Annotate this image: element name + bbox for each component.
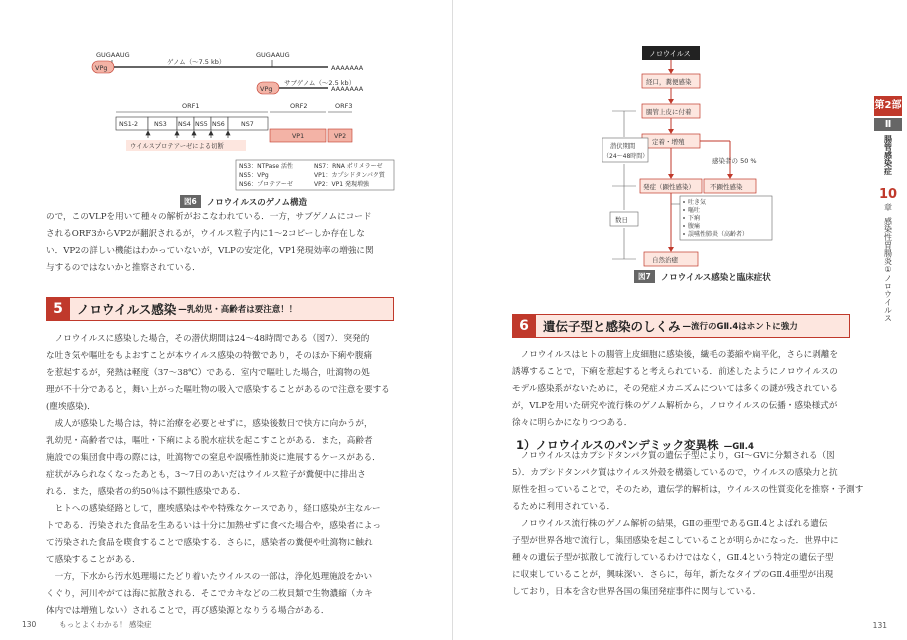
text-line: 与するのではないかと推察されている．: [46, 263, 201, 273]
section-5-title: ノロウイルス感染: [77, 302, 177, 317]
paragraph: [46, 501, 416, 569]
legend-item: NS3：NTPase 活性: [239, 163, 294, 170]
ns-box-label: NS6: [212, 121, 225, 128]
book-title: もっとよくわかる！ 感染症: [59, 620, 152, 629]
text-line: 成人が感染した場合は，特に治療を必要とせずに，感染後数日で快方に向かうが，: [54, 419, 373, 429]
text-line: 種々の遺伝子型が拡散して流行しているわけではなく，GⅡ.4という特定の遺伝子型: [512, 553, 834, 563]
legend-item: NS6：プロテアーゼ: [239, 181, 293, 188]
ns-box-label: NS7: [241, 121, 254, 128]
incubation-hours: （24〜48時間）: [603, 153, 649, 160]
symptom-item: 下痢: [688, 215, 701, 222]
infection-flowchart: [602, 42, 812, 268]
symptom-item: 腹痛: [688, 223, 701, 230]
genome-label: ゲノム（〜7.5 kb）: [167, 58, 226, 66]
text-line: 徐々に明らかになりつつある．: [512, 418, 633, 428]
orf3-label: ORF3: [335, 102, 353, 110]
chapter-side-tab: [874, 96, 902, 347]
section-6-title: 遺伝子型と感染のしくみ: [543, 319, 681, 334]
page-number: 130: [22, 620, 37, 629]
text-line: ので，このVLPを用いて種々の解析がおこなわれている．一方，サブゲノムにコード: [46, 212, 372, 222]
paragraph: [46, 416, 416, 501]
text-line: 5）．カプシドタンパク質はウイルス外殻を構築しているので，ウイルスの感染力と抗: [512, 468, 838, 478]
legend-item: VP1：カプシドタンパク質: [314, 172, 385, 179]
poly-a-2: AAAAAAA: [331, 85, 364, 93]
part-roman: Ⅱ: [874, 118, 902, 131]
ns-box-label: NS4: [178, 121, 191, 128]
vp1-label: VP1: [292, 133, 305, 140]
vp2-label: VP2: [334, 133, 347, 140]
genome-diagram: [82, 40, 412, 200]
ns-box-label: NS3: [154, 121, 167, 128]
text-line: 原性を担っていることで，そのため，遺伝学的解析は，ウイルスの性質変化を推察・予測す: [512, 485, 864, 495]
subsection-title: 1）ノロウイルスのパンデミック変異株: [516, 438, 719, 452]
text-line: い．VP2の詳しい機能はわかっていないが，VLPの安定化，VP1発現効率の増強に関: [46, 246, 374, 256]
figure-6-title: ノロウイルスのゲノム構造: [206, 197, 308, 208]
text-line: ノロウイルスはヒトの腸管上皮細胞に感染後，繊毛の萎縮や扁平化，さらに剥離を: [520, 350, 839, 360]
figure-6-number: 図6: [180, 195, 201, 208]
text-line: て汚染された食品を喫食することで感染する．さらに，感染者の糞便や吐瀉物に触れ: [46, 538, 373, 548]
protease-cut-label: ウイルスプロテアーゼによる切断: [130, 143, 224, 150]
part-tab: 第2部: [874, 96, 902, 116]
text-line: 乳幼児・高齢者では，嘔吐・下痢による脱水症状を起こすことがある．また，高齢者: [46, 436, 373, 446]
legend-item: NS5：VPg: [239, 172, 269, 179]
text-line: ノロウイルスに感染した場合，その潜伏期間は24〜48時間である（図7）．突発的: [54, 334, 370, 344]
days-label: 数日: [615, 216, 628, 224]
paragraph: [46, 331, 416, 416]
page-number: 131: [872, 621, 887, 630]
paragraph: [46, 569, 416, 620]
figure-7-number: 図7: [634, 270, 655, 283]
text-line: が，VLPを用いた研究や流行株のゲノム解析から，ノロウイルスの伝播・感染様式が: [512, 401, 838, 411]
poly-a-1: AAAAAAA: [331, 64, 364, 72]
text-line: くぐり，河川やがては海に拡散される．そこでカキなどの二枚貝類で生物濃縮（カキ: [46, 589, 373, 599]
section-5-number: 5: [46, 297, 70, 321]
gugaaug-label-2: GUGAAUG: [256, 51, 290, 59]
text-line: な吐き気や嘔吐をもよおすことが本ウイルス感染の特徴であり，そのほか下痢や腹痛: [46, 351, 373, 361]
flow-step-label: 経口，糞便感染: [646, 78, 692, 86]
section-6-subtitle: —流行のGⅡ.4はホントに強力: [682, 322, 798, 332]
text-line: ヒトへの感染経路として，塵埃感染はやや特殊なケースであり，経口感染が主なルー: [54, 504, 381, 514]
text-line: を惹起するが，発熱は軽度（37〜38℃）である．室内で嘔吐した場合，吐瀉物の処: [46, 368, 370, 378]
symptom-item: 誤嚥性肺炎（高齢者）: [688, 231, 749, 238]
chapter-label: 章: [884, 203, 892, 212]
text-line: て感染することがある．: [46, 555, 141, 565]
orf2-label: ORF2: [290, 102, 308, 110]
left-footer: [22, 619, 152, 630]
text-line: (塵埃感染)．: [46, 402, 96, 412]
timeline-bracket: [612, 111, 636, 259]
text-line: 体内では増殖しない）されることで，再び感染源となりうる場合がある．: [46, 606, 330, 616]
text-line: 誘導することで，下痢を惹起すると考えられている．前述したようにノロウイルスの: [512, 367, 838, 377]
inapparent-label: 不顕性感染: [710, 183, 743, 191]
subsection-subtitle: —GⅡ.4: [723, 442, 754, 452]
text-line: 一方，下水から汚水処理場にたどり着いたウイルスの一部は，浄化処理施設をかい: [54, 572, 373, 582]
text-line: 施設での集団食中毒の際には，吐瀉物での窒息や誤嚥性肺炎に進展するケースがある．: [46, 453, 381, 463]
figure-6-caption: [180, 195, 307, 208]
chapter-title: 感染性胃腸炎①ノロウイルス: [883, 217, 893, 322]
section-5-subtitle: —乳幼児・高齢者は要注意！！: [178, 305, 298, 315]
gugaaug-label-1: GUGAAUG: [96, 51, 130, 59]
vpg-label-2: VPg: [260, 85, 273, 93]
section-5-heading: [46, 297, 394, 321]
part-label: 腸管感染症: [883, 135, 893, 175]
figure-7-title: ノロウイルス感染と臨床症状: [660, 272, 771, 283]
symptom-item: 嘔吐: [688, 207, 701, 214]
flow-step-label: 自然治癒: [652, 256, 678, 264]
text-line: 症状がみられなくなったあとも，3〜7日のあいだはウイルス粒子が糞便中に排出さ: [46, 470, 366, 480]
legend-item: NS7：RNA ポリメラーゼ: [314, 163, 383, 170]
text-line: 子型が世界各地で流行し，集団感染を起こしていることが明らかになった．世界中に: [512, 536, 839, 546]
text-line: に収束していることが，興味深い．さらに，毎年，新たなタイプのGⅡ.4亜型が出現: [512, 570, 834, 580]
text-line: るために利用されている．: [512, 502, 616, 512]
legend-item: VP2：VP1 発現増強: [314, 181, 369, 188]
subsection-body: [512, 448, 868, 601]
protease-cleavage-arrows: [146, 131, 230, 138]
symptom-item: 吐き気: [688, 199, 707, 206]
text-line: されるORF3からVP2が翻訳されるが，ウイルス粒子内に1〜2コピーしか存在しな: [46, 229, 365, 239]
chapter-number: 10: [878, 187, 898, 202]
section-5-body: [46, 331, 416, 620]
right-page: [454, 0, 907, 640]
text-line: トである．汚染された食品を生あるいは十分に加熱せずに食べた場合や，感染者によっ: [46, 521, 381, 531]
right-footer: [873, 621, 887, 630]
flow-top-label: ノロウイルス: [649, 50, 691, 58]
figure-7-caption: [634, 270, 771, 283]
text-line: ノロウイルスはカプシドタンパク質の遺伝子型により，GⅠ〜GⅤに分類される（図: [520, 451, 835, 461]
subgenome-label: サブゲノム（〜2.5 kb）: [284, 79, 356, 87]
orf1-label: ORF1: [182, 102, 200, 110]
ns-box-label: NS5: [195, 121, 208, 128]
section-6-heading: [512, 314, 850, 338]
text-line: れる．また，感染者の約50％は不顕性感染である．: [46, 487, 246, 497]
section-6-body: [512, 347, 868, 432]
text-line: しており，日本を含む世界各国の集団発症事件に関与している．: [512, 587, 762, 597]
flow-step-label: 腸管上皮に付着: [646, 108, 692, 116]
vpg-label-1: VPg: [95, 64, 108, 72]
text-line: ノロウイルス流行株のゲノム解析の結果，GⅡの亜型であるGⅡ.4とよばれる遺伝: [520, 519, 828, 529]
carrier-label: 感染者の 50 %: [712, 157, 757, 165]
intro-paragraph: [46, 209, 416, 277]
section-6-number: 6: [512, 314, 536, 338]
left-page: [0, 0, 453, 640]
incubation-label: 潜伏期間: [610, 143, 636, 150]
text-line: 理が不十分であると，舞い上がった嘔吐物の吸入で感染することがあるので注意を要する: [46, 385, 390, 395]
flow-step-label: 定着・増殖: [652, 138, 685, 146]
text-line: モデル感染系がないために，その発症メカニズムについては多くの謎が残されている: [512, 384, 838, 394]
ns-box-label: NS1-2: [119, 121, 138, 128]
ns-box-row: [116, 117, 268, 130]
flow-step-label: 発症（顕性感染）: [643, 183, 695, 191]
